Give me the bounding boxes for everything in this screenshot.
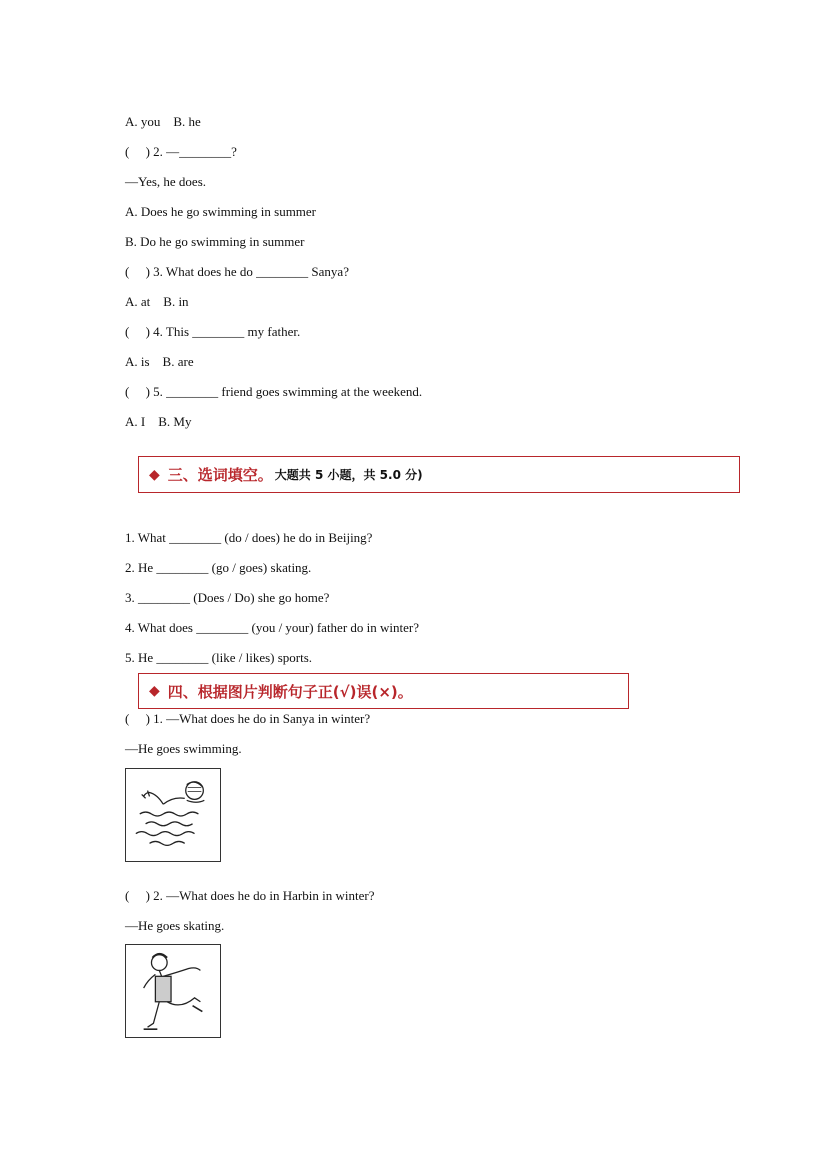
- question-5: ( ) 5. ________ friend goes swimming at the weekend.: [125, 384, 423, 399]
- swimmer-illustration: [126, 769, 220, 861]
- fill-item-3: 3. ________ (Does / Do) she go home?: [125, 590, 330, 605]
- question-2-option-a: A. Does he go swimming in summer: [125, 204, 317, 219]
- judge-question-1-answer: —He goes swimming.: [125, 741, 242, 756]
- fill-item-4: 4. What does ________ (you / your) father do in winter?: [125, 620, 419, 635]
- judge-question-2-answer: —He goes skating.: [125, 918, 225, 933]
- fill-item-2: 2. He ________ (go / goes) skating.: [125, 560, 312, 575]
- section-3-header: [138, 456, 740, 493]
- skater-illustration: [126, 945, 220, 1037]
- judge-question-2: ( ) 2. —What does he do in Harbin in winter?: [125, 888, 375, 903]
- question-2: ( ) 2. —________?: [125, 144, 237, 159]
- question-3: ( ) 3. What does he do ________ Sanya?: [125, 264, 349, 279]
- diamond-icon: ◆: [149, 683, 160, 699]
- question-5-options: A. I B. My: [125, 414, 192, 429]
- question-4-options: A. is B. are: [125, 354, 194, 369]
- skating-picture: [125, 944, 221, 1038]
- section-3-title: 三、选词填空。: [167, 466, 273, 484]
- diamond-icon: ◆: [149, 466, 160, 483]
- question-2-answer: —Yes, he does.: [125, 174, 207, 189]
- section-4-title: 四、根据图片判断句子正(√)误(×)。: [167, 682, 413, 701]
- swimming-picture: [125, 768, 221, 862]
- fill-item-1: 1. What ________ (do / does) he do in Beijing?: [125, 530, 373, 545]
- judge-question-1: ( ) 1. —What does he do in Sanya in winter?: [125, 711, 371, 726]
- fill-item-5: 5. He ________ (like / likes) sports.: [125, 650, 313, 665]
- question-2-option-b: B. Do he go swimming in summer: [125, 234, 305, 249]
- section-3-note: 大题共 5 小题，共 5.0 分): [274, 468, 423, 482]
- line-q1-options: A. you B. he: [125, 114, 201, 129]
- question-3-options: A. at B. in: [125, 294, 189, 309]
- question-4: ( ) 4. This ________ my father.: [125, 324, 301, 339]
- section-4-header: [138, 673, 629, 709]
